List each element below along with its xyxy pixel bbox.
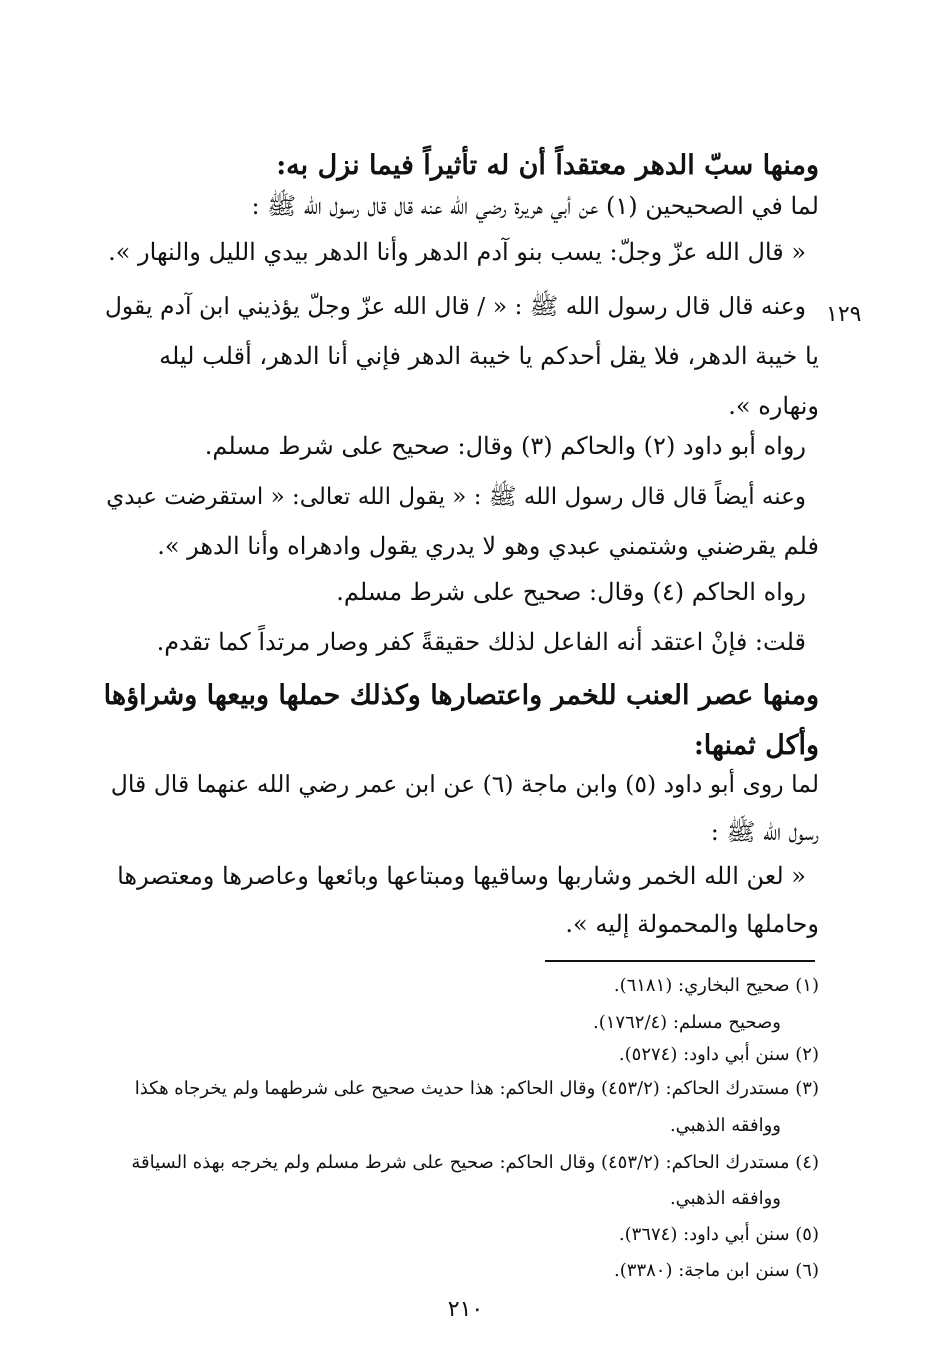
footnote: وصحيح مسلم: (١٧٦٢/٤). xyxy=(593,1012,781,1033)
footnote: (٣) مستدرك الحاكم: (٤٥٣/٢) وقال الحاكم: هذا حديث صحيح على شرطهما ولم يخرجاه هكذا xyxy=(134,1078,819,1099)
footnote: (٢) سنن أبي داود: (٥٢٧٤). xyxy=(618,1044,819,1065)
text-line: رسول الله ﷺ : xyxy=(710,818,819,846)
text-line: وعنه أيضاً قال قال رسول الله ﷺ : « يقول الله تعالى: « استقرضت عبدي xyxy=(106,484,806,510)
footnote: (١) صحيح البخاري: (٦١٨١). xyxy=(613,975,819,996)
footnote: ووافقه الذهبي. xyxy=(669,1115,781,1136)
footnote: (٤) مستدرك الحاكم: (٤٥٣/٢) وقال الحاكم: صحيح على شرط مسلم ولم يخرجه بهذه السياقة xyxy=(131,1152,819,1173)
page-number: ٢١٠ xyxy=(447,1297,484,1322)
text-line: وحاملها والمحمولة إليه ». xyxy=(565,910,819,938)
text-line: يا خيبة الدهر، فلا يقل أحدكم يا خيبة الدهر فإني أنا الدهر، أقلب ليله xyxy=(159,342,819,370)
text-line: وعنه قال قال رسول الله ﷺ : « / قال الله عزّ وجلّ يؤذيني ابن آدم يقول xyxy=(104,292,806,320)
margin-page-marker: ١٢٩ xyxy=(826,302,862,327)
text-line: لما في الصحيحين (١) عن أبي هريرة رضي الله عنه قال قال رسول الله ﷺ : xyxy=(251,192,819,220)
text-line: « قال الله عزّ وجلّ: يسب بنو آدم الدهر وأنا الدهر بيدي الليل والنهار ». xyxy=(108,238,806,266)
text-line: قلت: فإنْ اعتقد أنه الفاعل لذلك حقيقةً كفر وصار مرتداً كما تقدم. xyxy=(156,628,806,656)
section-heading-1: ومنها سبّ الدهر معتقداً أن له تأثيراً فيما نزل به: xyxy=(276,150,819,181)
text-line: « لعن الله الخمر وشاربها وساقيها ومبتاعها وبائعها وعاصرها ومعتصرها xyxy=(117,862,806,890)
footnote: ووافقه الذهبي. xyxy=(669,1188,781,1209)
text-line: رواه الحاكم (٤) وقال: صحيح على شرط مسلم. xyxy=(336,578,806,606)
text-line: رواه أبو داود (٢) والحاكم (٣) وقال: صحيح على شرط مسلم. xyxy=(204,432,806,460)
section-heading-2: ومنها عصر العنب للخمر واعتصارها وكذلك حملها وبيعها وشراؤها xyxy=(103,680,819,711)
footnote-separator xyxy=(545,960,815,962)
section-heading-2-cont: وأكل ثمنها: xyxy=(693,730,819,761)
text-line: ونهاره ». xyxy=(728,392,819,420)
text-line: لما روى أبو داود (٥) وابن ماجة (٦) عن ابن عمر رضي الله عنهما قال قال xyxy=(110,770,819,798)
text-line: فلم يقرضني وشتمني عبدي وهو لا يدري يقول وادهراه وأنا الدهر ». xyxy=(157,532,819,560)
footnote: (٦) سنن ابن ماجة: (٣٣٨٠). xyxy=(614,1260,819,1281)
footnote: (٥) سنن أبي داود: (٣٦٧٤). xyxy=(618,1224,819,1245)
